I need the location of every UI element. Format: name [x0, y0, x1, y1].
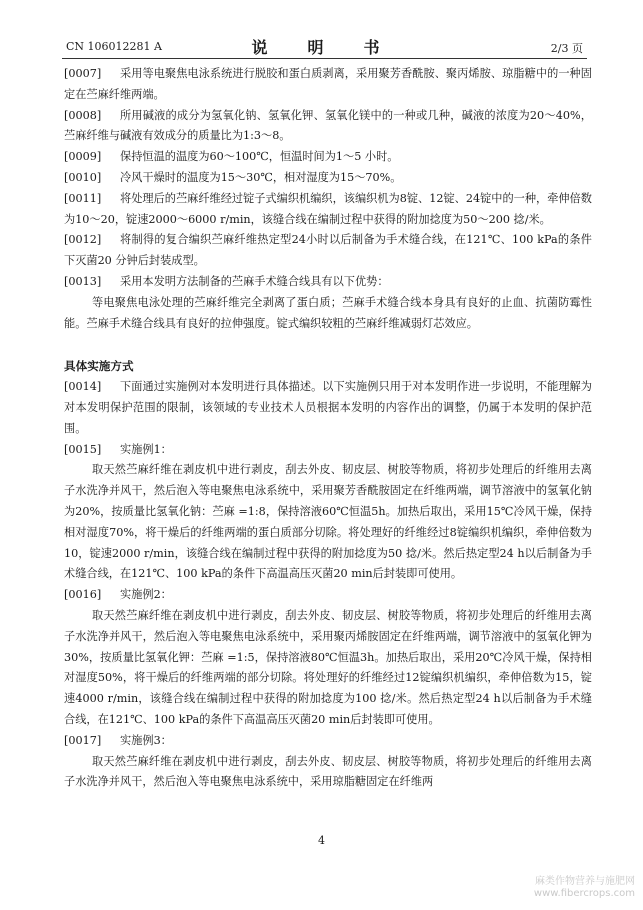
- paragraph-number: [0015]: [64, 442, 102, 456]
- document-body: [64, 64, 592, 793]
- example-3-text: 取天然苎麻纤维在剥皮机中进行剥皮，刮去外皮、韧皮层、树胶等物质，将初步处理后的纤维用去离子水洗净并风干，然后泡入等电聚焦电泳系统中，采用琼脂糖固定在纤维两: [64, 754, 592, 789]
- paragraph-text: 保持恒温的温度为60～100℃，恒温时间为1～5 小时。: [120, 150, 399, 164]
- paragraph-text: 将制得的复合编织苎麻纤维热定型24小时以后制备为手术缝合线，在121℃、100 kPa的条件下灭菌20 分钟后封装成型。: [64, 233, 592, 268]
- paragraph-number: [0017]: [64, 733, 102, 747]
- header-divider: [62, 58, 587, 59]
- section-heading: 具体实施方式: [64, 359, 134, 374]
- paragraph-number: [0012]: [64, 233, 102, 247]
- document-title: 说 明 书: [251, 38, 392, 57]
- paragraph-0015: [64, 440, 592, 461]
- paragraph-number: [0008]: [64, 108, 102, 122]
- paragraph-0011: [64, 189, 592, 231]
- advantages-text: 等电聚焦电泳处理的苎麻纤维完全剥离了蛋白质；苎麻手术缝合线本身具有良好的止血、抗菌防霉性能。苎麻手术缝合线具有良好的拉伸强度。锭式编织较粗的苎麻纤维减弱灯芯效应。: [64, 295, 592, 330]
- paragraph-number: [0010]: [64, 170, 102, 184]
- page-number: 4: [318, 834, 325, 847]
- paragraph-text: 下面通过实施例对本发明进行具体描述。以下实施例只用于对本发明作进一步说明，不能理解为对本发明保护范围的限制，该领域的专业技术人员根据本发明的内容作出的调整，仍属于本发明的保护范围。: [64, 380, 592, 435]
- paragraph-text: 冷风干燥时的温度为15～30℃，相对湿度为15～70%。: [120, 170, 402, 184]
- paragraph-text: 所用碱液的成分为氢氧化钠、氢氧化钾、氢氧化镁中的一种或几种，碱液的浓度为20～40%，苎麻纤维与碱液有效成分的质量比为1:3～8。: [64, 108, 592, 143]
- paragraph-number: [0011]: [64, 191, 102, 205]
- paragraph-number: [0016]: [64, 588, 102, 602]
- paragraph-0008: [64, 106, 592, 148]
- example-2-text: 取天然苎麻纤维在剥皮机中进行剥皮，刮去外皮、韧皮层、树胶等物质，将初步处理后的纤维用去离子水洗净并风干，然后泡入等电聚焦电泳系统中，采用聚丙烯胺固定在纤维两端，调节溶液中的氢氧化钾为30%，按质量比氢氧化钾：苎麻 =1:5，保持溶液80℃恒温3h。加热后取出，采用20℃冷风干燥，保持相对湿度50%，将干燥后的纤维两端的部分切除。将处理好的纤维经过12锭编织机编织，牵伸倍数为15，锭速4000 r/min，该缝合线在编制过程中获得的附加捻度为100 捻/米。然后热定型24 h以后制备为手术缝合线，在121℃、100 kPa的条件下高温高压灭菌20 min后封装即可使用。: [64, 608, 592, 726]
- patent-number: CN 106012281 A: [66, 40, 162, 53]
- watermark-line-1: 麻类作物营养与施肥网: [535, 876, 635, 887]
- watermark-line-2: www.fibercrops.com: [533, 888, 635, 899]
- paragraph-text: 将处理后的苎麻纤维经过锭子式编织机编织，该编织机为8锭、12锭、24锭中的一种，牵伸倍数为10～20，锭速2000～6000 r/min，该缝合线在编制过程中获得的附加捻度为50～200 捻/米。: [64, 191, 592, 226]
- site-watermark: [534, 876, 635, 900]
- paragraph-text: 采用等电聚焦电泳系统进行脱胶和蛋白质剥离，采用聚芳香酰胺、聚丙烯胺、琼脂糖中的一种固定在苎麻纤维两端。: [64, 67, 592, 101]
- paragraph-number: [0009]: [64, 150, 102, 164]
- page-header: [0, 0, 643, 60]
- paragraph-0012: [64, 230, 592, 272]
- paragraph-text: 实施例2：: [120, 588, 172, 602]
- paragraph-number: [0013]: [64, 274, 102, 288]
- paragraph-0016: [64, 585, 592, 606]
- paragraph-number: [0007]: [64, 67, 102, 80]
- paragraph-text: 实施例1：: [120, 442, 172, 456]
- page-indicator: 2/3 页: [550, 42, 583, 55]
- paragraph-text: 采用本发明方法制备的苎麻手术缝合线具有以下优势：: [120, 274, 389, 288]
- paragraph-0014: [64, 377, 592, 439]
- paragraph-0009: [64, 147, 592, 168]
- paragraph-number: [0014]: [64, 380, 102, 394]
- paragraph-0007: [64, 64, 592, 106]
- paragraph-text: 实施例3：: [120, 733, 172, 747]
- example-1-text: 取天然苎麻纤维在剥皮机中进行剥皮，刮去外皮、韧皮层、树胶等物质，将初步处理后的纤维用去离子水洗净并风干，然后泡入等电聚焦电泳系统中，采用聚芳香酰胺固定在纤维两端，调节溶液中的氢氧化钠为20%，按质量比氢氧化钠：苎麻 =1:8，保持溶液60℃恒温5h。加热后取出，采用15℃冷风干燥，保持相对湿度70%，将干燥后的纤维两端的蛋白质部分切除。将处理好的纤维经过8锭编织机编织，牵伸倍数为10，锭速2000 r/min，该缝合线在编制过程中获得的附加捻度为50 捻/米。然后热定型24 h以后制备为手术缝合线，在121℃、100 kPa的条件下高温高压灭菌20 min后封装即可使用。: [64, 463, 592, 581]
- paragraph-0017: [64, 731, 592, 752]
- paragraph-0013: [64, 272, 592, 293]
- paragraph-0010: [64, 168, 592, 189]
